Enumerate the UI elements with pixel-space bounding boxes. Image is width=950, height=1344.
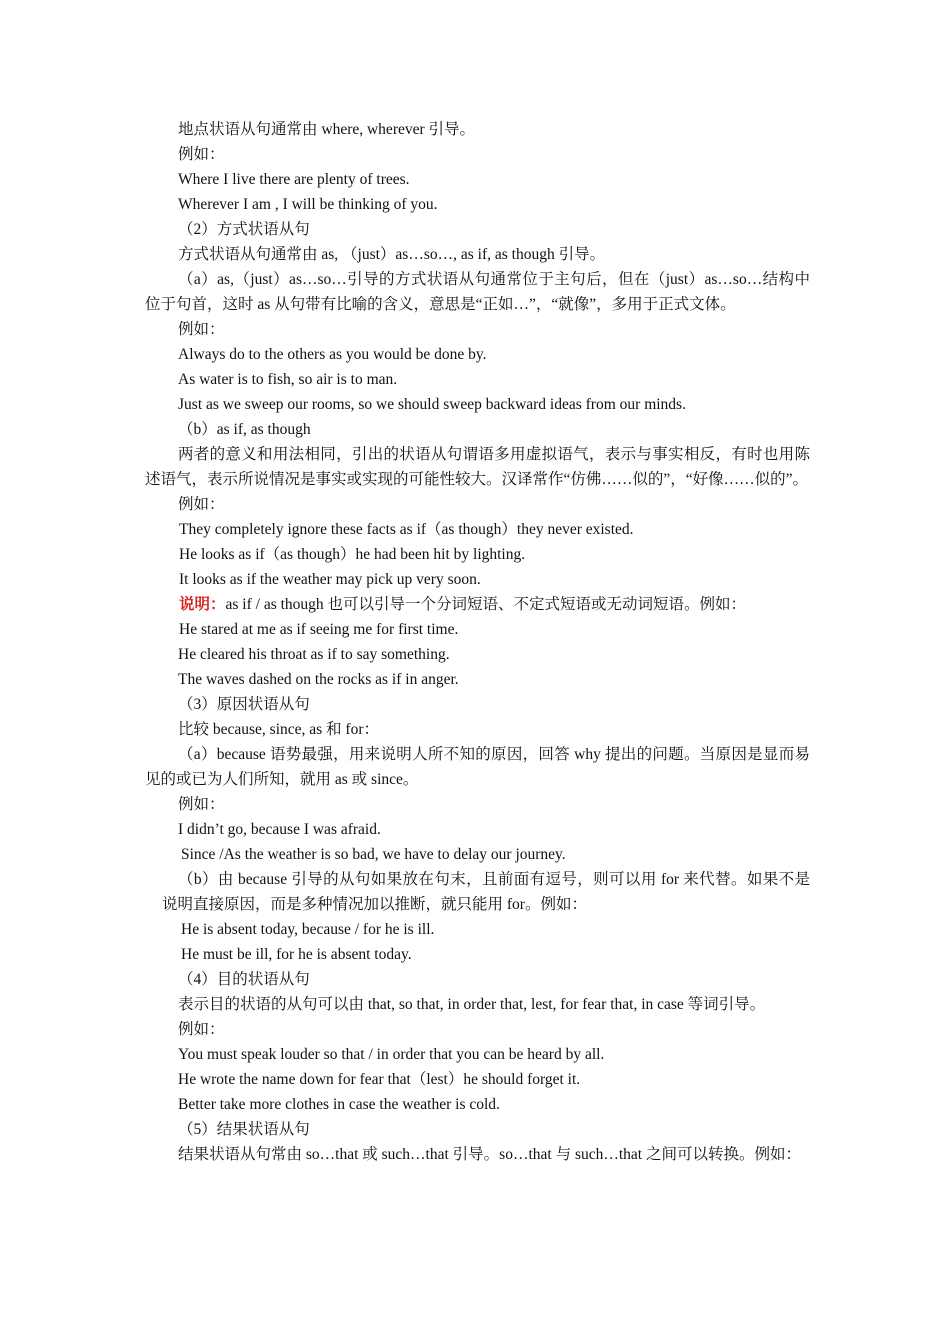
example-sentence: It looks as if the weather may pick up very soon. <box>179 571 481 588</box>
text-line: 比较 because, since, as 和 for： <box>178 721 380 738</box>
example-sentence: As water is to fish, so air is to man. <box>178 371 398 388</box>
example-sentence: Since /As the weather is so bad, we have to delay our journey. <box>181 846 566 863</box>
paragraph: （a）because 语势最强，用来说明人所不知的原因，回答 why 提出的问题。当原因是显而易见的或已为人们所知，就用 as 或 since。 <box>145 746 810 788</box>
example-sentence: He wrote the name down for fear that（lest）he should forget it. <box>178 1071 581 1088</box>
example-sentence: Always do to the others as you would be done by. <box>178 346 487 363</box>
text-line: 表示目的状语的从句可以由 that, so that, in order that, lest, for fear that, in case 等词引导。 <box>178 996 766 1013</box>
section-heading: （4）目的状语从句 <box>178 971 310 988</box>
example-sentence: He looks as if（as though）he had been hit by lighting. <box>179 546 526 563</box>
paragraph: 结果状语从句常由 so…that 或 such…that 引导。so…that 与 such…that 之间可以转换。例如： <box>178 1146 801 1163</box>
example-sentence: The waves dashed on the rocks as if in anger. <box>178 671 459 688</box>
text-line: 方式状语从句通常由 as, （just）as…so…, as if, as though 引导。 <box>178 246 606 263</box>
section-heading: （5）结果状语从句 <box>178 1121 310 1138</box>
paragraph: （a）as,（just）as…so…引导的方式状语从句通常位于主句后，但在（just）as…so…结构中位于句首，这时 as 从句带有比喻的含义，意思是“正如…”，“就像”，多用于正式文体。 <box>145 271 810 313</box>
paragraph: 两者的意义和用法相同，引出的状语从句谓语多用虚拟语气，表示与事实相反，有时也用陈述语气，表示所说情况是事实或实现的可能性较大。汉译常作“仿佛……似的”，“好像……似的”。 <box>145 446 810 488</box>
note-label: 说明： <box>179 596 226 613</box>
document-body <box>145 117 810 1167</box>
example-sentence: Better take more clothes in case the weather is cold. <box>178 1096 500 1113</box>
example-sentence: Just as we sweep our rooms, so we should sweep backward ideas from our minds. <box>178 396 686 413</box>
section-heading: （2）方式状语从句 <box>178 221 310 238</box>
text-line: 例如： <box>178 146 225 163</box>
example-sentence: You must speak louder so that / in order that you can be heard by all. <box>178 1046 605 1063</box>
example-sentence: They completely ignore these facts as if（as though）they never existed. <box>179 521 634 538</box>
text-line: 例如： <box>178 1021 225 1038</box>
example-sentence: He is absent today, because / for he is ill. <box>181 921 435 938</box>
text-line: 例如： <box>178 321 225 338</box>
example-sentence: He must be ill, for he is absent today. <box>181 946 412 963</box>
example-sentence: He stared at me as if seeing me for first time. <box>179 621 459 638</box>
text-line: 例如： <box>178 796 225 813</box>
example-sentence: He cleared his throat as if to say something. <box>178 646 450 663</box>
text-line: 地点状语从句通常由 where, wherever 引导。 <box>178 121 476 138</box>
subsection-heading: （b）as if, as though <box>178 421 311 438</box>
note-line <box>145 592 810 617</box>
text-line: 例如： <box>178 496 225 513</box>
paragraph: （b）由 because 引导的从句如果放在句末，且前面有逗号，则可以用 for 来代替。如果不是说明直接原因，而是多种情况加以推断，就只能用 for。例如： <box>162 871 810 913</box>
example-sentence: Where I live there are plenty of trees. <box>178 171 410 188</box>
section-heading: （3）原因状语从句 <box>178 696 310 713</box>
example-sentence: I didn’t go, because I was afraid. <box>178 821 381 838</box>
note-text: as if / as though 也可以引导一个分词短语、不定式短语或无动词短语。例如： <box>225 596 747 613</box>
example-sentence: Wherever I am , I will be thinking of you. <box>178 196 438 213</box>
